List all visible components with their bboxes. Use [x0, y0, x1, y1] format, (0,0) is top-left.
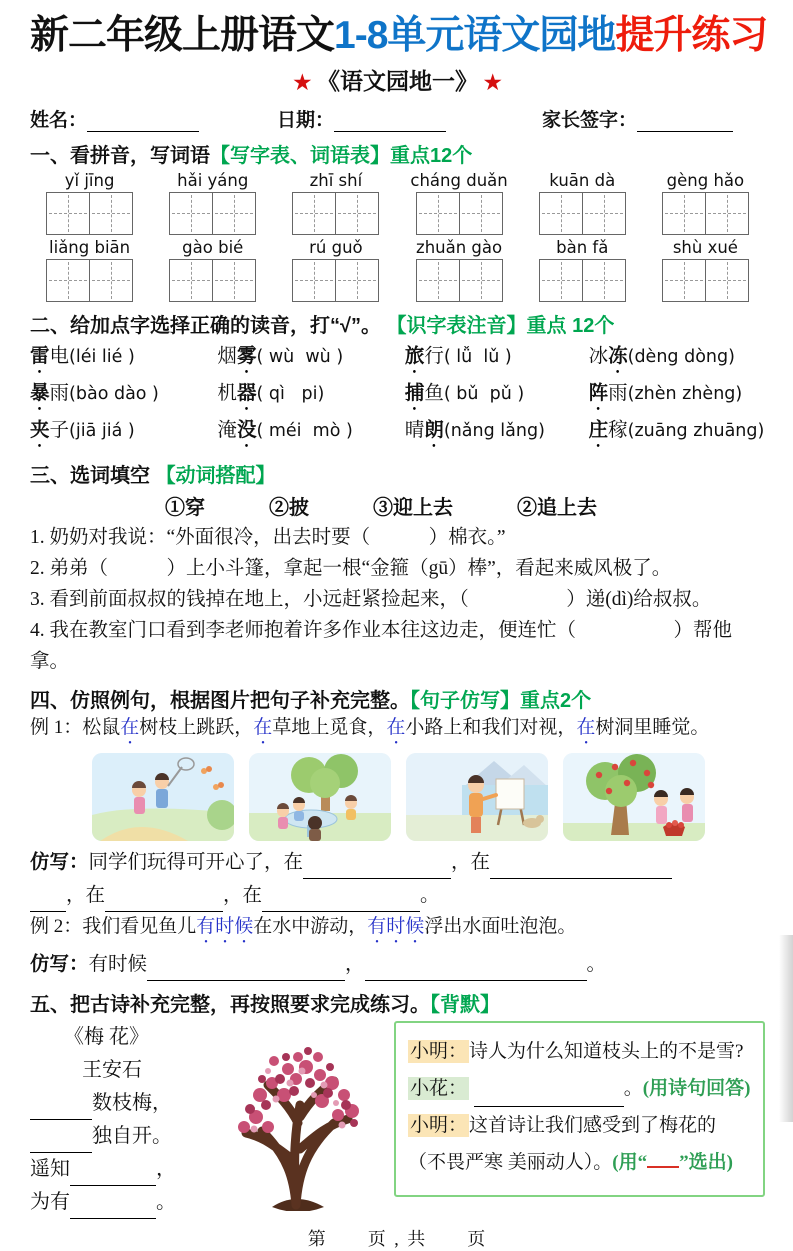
pinyin-item: [36, 238, 143, 302]
pinyin-label: yǐ jīng: [64, 170, 115, 190]
pinyin-label: gào bié: [182, 237, 244, 257]
option-3: ③迎上去: [373, 496, 453, 519]
example-1: 例 1：松鼠在树枝上跳跃，在草地上觅食，在小路上和我们对视，在树洞里睡觉。: [30, 716, 710, 738]
word-item: 烟雾( wù wù ): [217, 345, 344, 367]
writing-cell: [662, 192, 706, 235]
word-item: 夹子(jiā jiá ): [30, 419, 135, 441]
apple-scene-image: [563, 753, 705, 841]
poem-line-1: 数枝梅，: [30, 1087, 202, 1120]
writing-box: [282, 259, 389, 302]
red-underline-blank: [647, 1150, 679, 1168]
sentence-2: 2. 弟弟（ ）上小斗篷，拿起一根“金箍（gū）棒”，看起来威风极了。: [30, 557, 672, 579]
dialog-line-3: 小明： 这首诗让我们感受到了梅花的: [410, 1114, 717, 1136]
writing-cell: [582, 192, 626, 235]
section4-tag: 【句子仿写】重点2个: [410, 689, 592, 712]
writing-cell: [662, 259, 706, 302]
word-item: 旅行( lǚ lǔ ): [404, 345, 512, 367]
answer-blank: [30, 892, 66, 912]
answer-blank: [147, 961, 345, 981]
writing-cell: [46, 192, 90, 235]
word-item: 庄稼(zuāng zhuāng): [588, 419, 765, 441]
writing-cell: [212, 259, 256, 302]
title-black: 新二年级上册语文: [30, 14, 335, 57]
word-item: 机器( qì pi): [217, 382, 325, 404]
pinyin-label: rú guǒ: [309, 237, 363, 257]
writing-cell: [212, 192, 256, 235]
poem-text: [30, 1021, 202, 1219]
poem-title: 《梅 花》: [64, 1025, 149, 1048]
poem-block: [30, 1021, 765, 1219]
header-fields: [30, 105, 765, 132]
writing-cell: [335, 192, 379, 235]
word-item: 雷电(léi lié ): [30, 345, 135, 367]
option-4: ②追上去: [517, 496, 597, 519]
section3-title: 三、选词填空: [30, 464, 156, 487]
section3-heading: [30, 459, 765, 488]
section5-heading: [30, 988, 765, 1017]
word-item: 晴朗(nǎng lǎng): [404, 419, 545, 441]
answer-blank: [30, 1133, 92, 1153]
poem-line-3: 遥知 ，: [30, 1153, 202, 1186]
imitation-1-line1: 仿写：同学们玩得可开心了，在 ，在: [30, 846, 765, 879]
pinyin-label: bàn fǎ: [556, 237, 609, 257]
writing-box: [36, 192, 143, 235]
word-item: 冰冻(dèng dòng): [588, 345, 735, 367]
section2-heading: [30, 309, 765, 338]
word-item: 阵雨(zhèn zhèng): [588, 382, 743, 404]
writing-box: [529, 192, 636, 235]
answer-blank: [490, 859, 672, 879]
writing-cell: [416, 192, 460, 235]
pinyin-item: [282, 238, 389, 302]
sentence-1: 1. 奶奶对我说：“外面很冷，出去时要（ ）棉衣。”: [30, 526, 506, 548]
writing-cell: [89, 259, 133, 302]
answer-blank: [365, 961, 587, 981]
dialog-line-2: 小花： 。(用诗句回答): [408, 1070, 753, 1107]
pinyin-item: [159, 171, 266, 235]
answer-blank: [262, 892, 420, 912]
writing-cell: [292, 259, 336, 302]
pinyin-label: kuān dà: [549, 170, 616, 190]
section4-heading: [30, 684, 765, 713]
pinyin-label: cháng duǎn: [410, 170, 508, 190]
section2-tag: 【识字表注音】重点 12个: [386, 314, 615, 337]
writing-box: [405, 192, 512, 235]
writing-box: [652, 259, 759, 302]
pinyin-label: liǎng biān: [49, 237, 131, 257]
answer-blank: [30, 1100, 92, 1120]
pinyin-grid: [36, 171, 759, 302]
writing-cell: [169, 192, 213, 235]
dialog-line-4: （不畏严寒 美丽动人）。(用“ ”选出): [408, 1151, 733, 1173]
painting-scene-image: [406, 753, 548, 841]
sentence-4: 4. 我在教室门口看到李老师抱着许多作业本往这边走，便连忙（ ）帮他拿。: [30, 619, 733, 672]
section2-title: 二、给加点字选择正确的读音，打“√”。: [30, 314, 381, 337]
dialog-box: [394, 1021, 765, 1197]
unit-subtitle: [30, 63, 765, 96]
writing-box: [282, 192, 389, 235]
pinyin-item: [282, 171, 389, 235]
writing-cell: [539, 192, 583, 235]
word-item: 捕鱼( bǔ pǔ ): [404, 382, 525, 404]
page-footer: 第 页 , 共 页: [307, 1228, 488, 1249]
title-red: 提升练习: [615, 14, 768, 57]
plum-blossom-tree-icon: [202, 1039, 390, 1211]
section5-tag: 【背默】: [430, 993, 500, 1016]
pinyin-item: [529, 171, 636, 235]
pinyin-item: [405, 238, 512, 302]
section1-heading: [30, 139, 765, 168]
option-1: ①穿: [165, 496, 205, 519]
writing-box: [159, 192, 266, 235]
pronunciation-grid: [30, 341, 765, 452]
writing-cell: [539, 259, 583, 302]
poem-line-4: 为有 。: [30, 1186, 202, 1219]
word-item: 淹没( méi mò ): [217, 419, 353, 441]
writing-cell: [582, 259, 626, 302]
writing-box: [405, 259, 512, 302]
pinyin-label: zhī shí: [309, 170, 363, 190]
answer-blank: [70, 1166, 156, 1186]
pinyin-item: [405, 171, 512, 235]
writing-box: [36, 259, 143, 302]
poem-line-2: 独自开。: [30, 1120, 202, 1153]
writing-box: [652, 192, 759, 235]
example-2: 例 2：我们看见鱼儿有时候在水中游动，有时候浮出水面吐泡泡。: [30, 915, 577, 937]
illustration-picking-apples: [563, 753, 705, 841]
sign-label: 家长签字：: [542, 109, 638, 131]
pinyin-label: hǎi yáng: [177, 170, 249, 190]
pinyin-item: [159, 238, 266, 302]
writing-cell: [335, 259, 379, 302]
writing-box: [159, 259, 266, 302]
name-blank: [87, 112, 199, 132]
imitation-1-line2: ，在 ，在 。: [30, 879, 765, 912]
writing-cell: [169, 259, 213, 302]
writing-cell: [46, 259, 90, 302]
section4-title: 四、仿照例句，根据图片把句子补充完整。: [30, 689, 410, 712]
date-label: 日期：: [277, 109, 335, 131]
writing-cell: [459, 259, 503, 302]
word-item: 暴雨(bào dào ): [30, 382, 159, 404]
speaker-xiaoming: 小明：: [410, 1114, 468, 1136]
sign-blank: [637, 112, 733, 132]
illustration-catching-butterflies: [92, 753, 234, 841]
answer-blank: [474, 1087, 624, 1107]
illustration-table-under-tree: [249, 753, 391, 841]
writing-cell: [292, 192, 336, 235]
scan-noise-edge: [779, 935, 793, 1122]
answer-blank: [303, 859, 451, 879]
sentence-3: 3. 看到前面叔叔的钱掉在地上，小远赶紧捡起来，（ ）递(dì)给叔叔。: [30, 588, 712, 610]
section1-tag: 【写字表、词语表】重点12个: [210, 144, 473, 167]
subtitle-text: 《语文园地一》: [317, 68, 478, 94]
pinyin-item: [36, 171, 143, 235]
word-options: [165, 491, 765, 520]
star-icon: ★: [293, 71, 312, 94]
butterfly-scene-image: [92, 753, 234, 841]
writing-cell: [416, 259, 460, 302]
poem-author: 王安石: [82, 1058, 142, 1081]
pinyin-label: zhuǎn gào: [416, 237, 503, 257]
writing-cell: [705, 192, 749, 235]
pinyin-item: [529, 238, 636, 302]
speaker-xiaohua: 小花：: [410, 1077, 468, 1099]
section1-title: 一、看拼音，写词语: [30, 144, 210, 167]
star-icon: ★: [483, 71, 502, 94]
writing-cell: [705, 259, 749, 302]
plum-tree-image: [202, 1039, 390, 1216]
illustration-painting-by-lake: [406, 753, 548, 841]
pinyin-label: gèng hǎo: [666, 170, 745, 190]
section5-title: 五、把古诗补充完整，再按照要求完成练习。: [30, 993, 430, 1016]
answer-blank: [105, 892, 223, 912]
dialog-line-1: 小明： 诗人为什么知道枝头上的不是雪?: [410, 1040, 744, 1062]
title-blue: 1-8单元语文园地: [334, 14, 616, 57]
page-title: [30, 14, 768, 58]
section3-tag: 【动词搭配】: [155, 464, 276, 487]
date-blank: [334, 112, 446, 132]
speaker-xiaoming: 小明：: [410, 1040, 468, 1062]
answer-blank: [70, 1199, 156, 1219]
imitation-2: 仿写：有时候 ， 。: [30, 948, 765, 981]
writing-cell: [459, 192, 503, 235]
name-label: 姓名：: [30, 109, 88, 131]
illustration-row: [92, 753, 765, 841]
pinyin-item: [652, 238, 759, 302]
pinyin-item: [652, 171, 759, 235]
option-2: ②披: [269, 496, 309, 519]
writing-box: [529, 259, 636, 302]
table-scene-image: [249, 753, 391, 841]
pinyin-label: shù xué: [672, 237, 738, 257]
writing-cell: [89, 192, 133, 235]
